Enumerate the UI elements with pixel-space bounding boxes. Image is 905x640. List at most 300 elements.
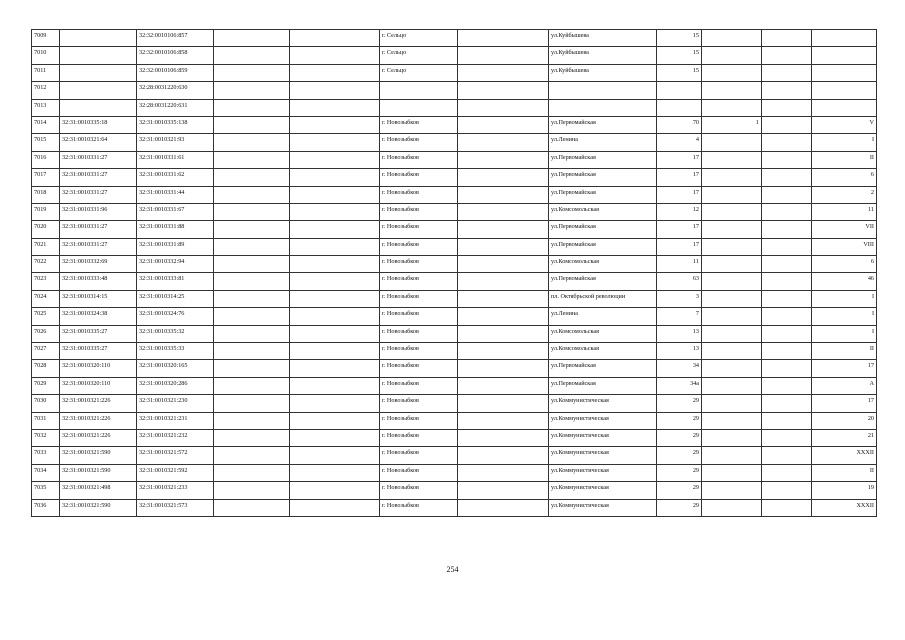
premises-number-cell: 17 (812, 395, 877, 412)
locality-cell: г. Новозыбков (380, 221, 458, 238)
empty-cell (290, 186, 380, 203)
empty-cell (290, 256, 380, 273)
empty-cell (214, 169, 290, 186)
empty-cell (214, 447, 290, 464)
table-row (32, 151, 877, 168)
house-number-cell: 15 (657, 47, 702, 64)
old-cadastral-number-cell: 32:31:0010331:27 (60, 186, 137, 203)
empty-cell (214, 238, 290, 255)
old-cadastral-number-cell: 32:31:0010321:226 (60, 429, 137, 446)
building-cell: 1 (702, 116, 762, 133)
street-cell: ул.Первомайская (549, 238, 657, 255)
table-row (32, 116, 877, 133)
street-cell (549, 82, 657, 99)
old-cadastral-number-cell: 32:31:0010321:226 (60, 412, 137, 429)
empty-cell (290, 151, 380, 168)
old-cadastral-number-cell: 32:31:0010331:96 (60, 203, 137, 220)
building-cell (702, 134, 762, 151)
locality-cell: г. Новозыбков (380, 377, 458, 394)
table-row (32, 395, 877, 412)
old-cadastral-number-cell: 32:31:0010324:38 (60, 308, 137, 325)
house-number-cell: 15 (657, 30, 702, 47)
building-cell (702, 464, 762, 481)
cadastral-number-cell: 32:31:0010321:592 (137, 464, 214, 481)
premises-number-cell: I (812, 308, 877, 325)
empty-cell (458, 30, 549, 47)
empty-cell (290, 499, 380, 516)
empty-cell (458, 47, 549, 64)
building-cell (702, 377, 762, 394)
empty-cell (214, 325, 290, 342)
table-row (32, 464, 877, 481)
building-cell (702, 412, 762, 429)
building-cell (702, 64, 762, 81)
house-number-cell: 4 (657, 134, 702, 151)
house-number-cell: 7 (657, 308, 702, 325)
building-cell (702, 273, 762, 290)
cadastral-number-cell: 32:31:0010331:89 (137, 238, 214, 255)
empty-cell (214, 482, 290, 499)
cadastral-number-cell: 32:31:0010314:25 (137, 290, 214, 307)
empty-cell (290, 30, 380, 47)
locality-cell: г. Новозыбков (380, 464, 458, 481)
row-number-cell: 7016 (32, 151, 60, 168)
locality-cell: г. Новозыбков (380, 203, 458, 220)
empty-cell (290, 290, 380, 307)
locality-cell: г. Новозыбков (380, 447, 458, 464)
table-row (32, 360, 877, 377)
building-cell (702, 499, 762, 516)
old-cadastral-number-cell: 32:31:0010335:18 (60, 116, 137, 133)
empty-cell (762, 30, 812, 47)
empty-cell (762, 377, 812, 394)
empty-cell (458, 360, 549, 377)
empty-cell (214, 343, 290, 360)
street-cell: ул.Комсомольская (549, 343, 657, 360)
empty-cell (762, 203, 812, 220)
locality-cell: г. Новозыбков (380, 499, 458, 516)
empty-cell (762, 169, 812, 186)
empty-cell (214, 64, 290, 81)
old-cadastral-number-cell: 32:31:0010331:27 (60, 151, 137, 168)
building-cell (702, 325, 762, 342)
building-cell (702, 343, 762, 360)
row-number-cell: 7023 (32, 273, 60, 290)
empty-cell (762, 447, 812, 464)
street-cell: пл. Октябрьской революции (549, 290, 657, 307)
empty-cell (290, 47, 380, 64)
building-cell (702, 395, 762, 412)
empty-cell (290, 343, 380, 360)
locality-cell: г. Новозыбков (380, 290, 458, 307)
street-cell: ул.Комсомольская (549, 256, 657, 273)
empty-cell (214, 99, 290, 116)
empty-cell (214, 273, 290, 290)
old-cadastral-number-cell: 32:31:0010320:110 (60, 377, 137, 394)
premises-number-cell: 19 (812, 482, 877, 499)
street-cell: ул.Первомайская (549, 169, 657, 186)
premises-number-cell: А (812, 377, 877, 394)
street-cell: ул.Ленина (549, 308, 657, 325)
empty-cell (762, 99, 812, 116)
empty-cell (458, 482, 549, 499)
empty-cell (762, 186, 812, 203)
table-row (32, 499, 877, 516)
house-number-cell: 12 (657, 203, 702, 220)
premises-number-cell: VII (812, 221, 877, 238)
empty-cell (762, 429, 812, 446)
empty-cell (762, 64, 812, 81)
row-number-cell: 7011 (32, 64, 60, 81)
table-row (32, 221, 877, 238)
empty-cell (762, 290, 812, 307)
table-row (32, 203, 877, 220)
page-number: 254 (446, 565, 459, 574)
house-number-cell: 29 (657, 464, 702, 481)
row-number-cell: 7009 (32, 30, 60, 47)
cadastral-number-cell: 32:31:0010321:231 (137, 412, 214, 429)
cadastral-number-cell: 32:31:0010321:572 (137, 447, 214, 464)
table-row (32, 256, 877, 273)
row-number-cell: 7034 (32, 464, 60, 481)
cadastral-number-cell: 32:31:0010320:286 (137, 377, 214, 394)
empty-cell (290, 221, 380, 238)
house-number-cell: 15 (657, 64, 702, 81)
premises-number-cell: I (812, 134, 877, 151)
empty-cell (290, 464, 380, 481)
building-cell (702, 47, 762, 64)
old-cadastral-number-cell: 32:31:0010321:590 (60, 499, 137, 516)
empty-cell (290, 134, 380, 151)
row-number-cell: 7027 (32, 343, 60, 360)
building-cell (702, 429, 762, 446)
empty-cell (458, 412, 549, 429)
empty-cell (762, 256, 812, 273)
old-cadastral-number-cell: 32:31:0010335:27 (60, 343, 137, 360)
premises-number-cell: II (812, 151, 877, 168)
house-number-cell: 13 (657, 325, 702, 342)
row-number-cell: 7036 (32, 499, 60, 516)
empty-cell (458, 116, 549, 133)
cadastral-number-cell: 32:32:0010106:859 (137, 64, 214, 81)
empty-cell (762, 395, 812, 412)
locality-cell: г. Новозыбков (380, 325, 458, 342)
empty-cell (458, 429, 549, 446)
empty-cell (458, 499, 549, 516)
house-number-cell: 34а (657, 377, 702, 394)
empty-cell (762, 82, 812, 99)
old-cadastral-number-cell: 32:31:0010332:69 (60, 256, 137, 273)
cadastral-number-cell: 32:31:0010321:573 (137, 499, 214, 516)
table-row (32, 238, 877, 255)
old-cadastral-number-cell (60, 47, 137, 64)
cadastral-number-cell: 32:31:0010331:67 (137, 203, 214, 220)
house-number-cell: 29 (657, 447, 702, 464)
table-row (32, 82, 877, 99)
empty-cell (458, 186, 549, 203)
house-number-cell (657, 82, 702, 99)
old-cadastral-number-cell (60, 64, 137, 81)
cadastral-number-cell: 32:28:0031220:630 (137, 82, 214, 99)
cadastral-number-cell: 32:31:0010321:93 (137, 134, 214, 151)
old-cadastral-number-cell: 32:31:0010321:590 (60, 464, 137, 481)
house-number-cell: 29 (657, 412, 702, 429)
empty-cell (458, 221, 549, 238)
house-number-cell: 17 (657, 238, 702, 255)
empty-cell (458, 134, 549, 151)
empty-cell (458, 64, 549, 81)
empty-cell (290, 99, 380, 116)
house-number-cell: 29 (657, 395, 702, 412)
empty-cell (290, 203, 380, 220)
premises-number-cell (812, 47, 877, 64)
empty-cell (214, 395, 290, 412)
empty-cell (290, 429, 380, 446)
premises-number-cell (812, 99, 877, 116)
table-row (32, 99, 877, 116)
table-row (32, 429, 877, 446)
building-cell (702, 290, 762, 307)
premises-number-cell: II (812, 343, 877, 360)
old-cadastral-number-cell: 32:31:0010335:27 (60, 325, 137, 342)
table-row (32, 482, 877, 499)
empty-cell (290, 238, 380, 255)
table-row (32, 47, 877, 64)
street-cell: ул.Первомайская (549, 221, 657, 238)
empty-cell (762, 238, 812, 255)
house-number-cell: 17 (657, 221, 702, 238)
street-cell: ул.Коммунистическая (549, 499, 657, 516)
empty-cell (458, 273, 549, 290)
row-number-cell: 7025 (32, 308, 60, 325)
table-row (32, 186, 877, 203)
empty-cell (290, 325, 380, 342)
premises-number-cell: 17 (812, 360, 877, 377)
old-cadastral-number-cell: 32:31:0010331:27 (60, 221, 137, 238)
building-cell (702, 99, 762, 116)
cadastral-number-cell: 32:31:0010321:232 (137, 429, 214, 446)
locality-cell: г. Новозыбков (380, 151, 458, 168)
empty-cell (214, 116, 290, 133)
locality-cell: г. Новозыбков (380, 238, 458, 255)
row-number-cell: 7018 (32, 186, 60, 203)
row-number-cell: 7032 (32, 429, 60, 446)
old-cadastral-number-cell: 32:31:0010331:27 (60, 169, 137, 186)
street-cell: ул.Куйбышева (549, 47, 657, 64)
cadastral-number-cell: 32:31:0010335:138 (137, 116, 214, 133)
building-cell (702, 82, 762, 99)
old-cadastral-number-cell: 32:31:0010320:110 (60, 360, 137, 377)
house-number-cell: 63 (657, 273, 702, 290)
row-number-cell: 7020 (32, 221, 60, 238)
cadastral-number-cell: 32:31:0010321:230 (137, 395, 214, 412)
locality-cell (380, 99, 458, 116)
street-cell: ул.Куйбышева (549, 64, 657, 81)
old-cadastral-number-cell: 32:31:0010321:64 (60, 134, 137, 151)
house-number-cell: 13 (657, 343, 702, 360)
premises-number-cell: I (812, 290, 877, 307)
empty-cell (214, 30, 290, 47)
cadastral-number-cell: 32:31:0010331:44 (137, 186, 214, 203)
cadastral-number-cell: 32:31:0010331:62 (137, 169, 214, 186)
building-cell (702, 169, 762, 186)
locality-cell: г. Сельцо (380, 47, 458, 64)
row-number-cell: 7014 (32, 116, 60, 133)
locality-cell: г. Новозыбков (380, 482, 458, 499)
empty-cell (214, 464, 290, 481)
row-number-cell: 7012 (32, 82, 60, 99)
premises-number-cell: XXXII (812, 499, 877, 516)
row-number-cell: 7010 (32, 47, 60, 64)
empty-cell (458, 151, 549, 168)
empty-cell (214, 82, 290, 99)
cadastral-number-cell: 32:31:0010331:61 (137, 151, 214, 168)
empty-cell (458, 290, 549, 307)
premises-number-cell: XXXII (812, 447, 877, 464)
house-number-cell: 3 (657, 290, 702, 307)
empty-cell (214, 360, 290, 377)
empty-cell (290, 447, 380, 464)
empty-cell (214, 499, 290, 516)
row-number-cell: 7033 (32, 447, 60, 464)
building-cell (702, 151, 762, 168)
premises-number-cell: 6 (812, 256, 877, 273)
premises-number-cell: 20 (812, 412, 877, 429)
empty-cell (290, 360, 380, 377)
street-cell: ул.Первомайская (549, 273, 657, 290)
locality-cell: г. Новозыбков (380, 343, 458, 360)
empty-cell (762, 116, 812, 133)
locality-cell: г. Новозыбков (380, 412, 458, 429)
building-cell (702, 256, 762, 273)
empty-cell (762, 360, 812, 377)
locality-cell: г. Сельцо (380, 30, 458, 47)
old-cadastral-number-cell: 32:31:0010321:226 (60, 395, 137, 412)
empty-cell (458, 308, 549, 325)
cadastral-number-cell: 32:31:0010332:94 (137, 256, 214, 273)
street-cell: ул.Коммунистическая (549, 412, 657, 429)
empty-cell (458, 325, 549, 342)
empty-cell (762, 221, 812, 238)
old-cadastral-number-cell: 32:31:0010333:48 (60, 273, 137, 290)
locality-cell: г. Новозыбков (380, 134, 458, 151)
house-number-cell: 29 (657, 482, 702, 499)
empty-cell (458, 203, 549, 220)
premises-number-cell: 46 (812, 273, 877, 290)
house-number-cell: 17 (657, 186, 702, 203)
table-row (32, 134, 877, 151)
house-number-cell: 29 (657, 499, 702, 516)
row-number-cell: 7017 (32, 169, 60, 186)
street-cell: ул.Куйбышева (549, 30, 657, 47)
empty-cell (290, 412, 380, 429)
street-cell: ул.Ленина (549, 134, 657, 151)
table-row (32, 290, 877, 307)
locality-cell: г. Новозыбков (380, 256, 458, 273)
row-number-cell: 7022 (32, 256, 60, 273)
empty-cell (762, 464, 812, 481)
empty-cell (214, 308, 290, 325)
row-number-cell: 7013 (32, 99, 60, 116)
empty-cell (762, 134, 812, 151)
empty-cell (458, 464, 549, 481)
building-cell (702, 360, 762, 377)
row-number-cell: 7021 (32, 238, 60, 255)
premises-number-cell (812, 64, 877, 81)
empty-cell (290, 482, 380, 499)
table-row (32, 412, 877, 429)
empty-cell (290, 82, 380, 99)
table-row (32, 325, 877, 342)
building-cell (702, 308, 762, 325)
table-row (32, 343, 877, 360)
old-cadastral-number-cell (60, 30, 137, 47)
premises-number-cell: II (812, 464, 877, 481)
locality-cell: г. Новозыбков (380, 395, 458, 412)
empty-cell (458, 82, 549, 99)
street-cell: ул.Первомайская (549, 360, 657, 377)
old-cadastral-number-cell: 32:31:0010321:590 (60, 447, 137, 464)
building-cell (702, 186, 762, 203)
empty-cell (762, 325, 812, 342)
table-row (32, 30, 877, 47)
street-cell: ул.Коммунистическая (549, 464, 657, 481)
street-cell: ул.Первомайская (549, 151, 657, 168)
empty-cell (762, 482, 812, 499)
street-cell: ул.Коммунистическая (549, 447, 657, 464)
empty-cell (214, 429, 290, 446)
cadastral-number-cell: 32:32:0010106:857 (137, 30, 214, 47)
street-cell: ул.Комсомольская (549, 325, 657, 342)
row-number-cell: 7019 (32, 203, 60, 220)
premises-number-cell (812, 30, 877, 47)
row-number-cell: 7029 (32, 377, 60, 394)
empty-cell (762, 47, 812, 64)
empty-cell (214, 134, 290, 151)
street-cell: ул.Комсомольская (549, 203, 657, 220)
building-cell (702, 238, 762, 255)
premises-number-cell: 2 (812, 186, 877, 203)
row-number-cell: 7030 (32, 395, 60, 412)
empty-cell (458, 377, 549, 394)
table-row (32, 169, 877, 186)
house-number-cell: 11 (657, 256, 702, 273)
building-cell (702, 30, 762, 47)
locality-cell: г. Новозыбков (380, 186, 458, 203)
row-number-cell: 7035 (32, 482, 60, 499)
premises-number-cell: V (812, 116, 877, 133)
premises-number-cell: 21 (812, 429, 877, 446)
empty-cell (458, 169, 549, 186)
empty-cell (214, 377, 290, 394)
empty-cell (458, 256, 549, 273)
cadastral-number-cell: 32:31:0010331:88 (137, 221, 214, 238)
premises-number-cell: 6 (812, 169, 877, 186)
street-cell: ул.Коммунистическая (549, 429, 657, 446)
street-cell: ул.Первомайская (549, 116, 657, 133)
empty-cell (214, 290, 290, 307)
premises-number-cell: I (812, 325, 877, 342)
empty-cell (458, 447, 549, 464)
empty-cell (290, 64, 380, 81)
old-cadastral-number-cell: 32:31:0010321:498 (60, 482, 137, 499)
empty-cell (290, 395, 380, 412)
house-number-cell (657, 99, 702, 116)
house-number-cell: 29 (657, 429, 702, 446)
locality-cell: г. Новозыбков (380, 169, 458, 186)
table-row (32, 64, 877, 81)
empty-cell (458, 238, 549, 255)
